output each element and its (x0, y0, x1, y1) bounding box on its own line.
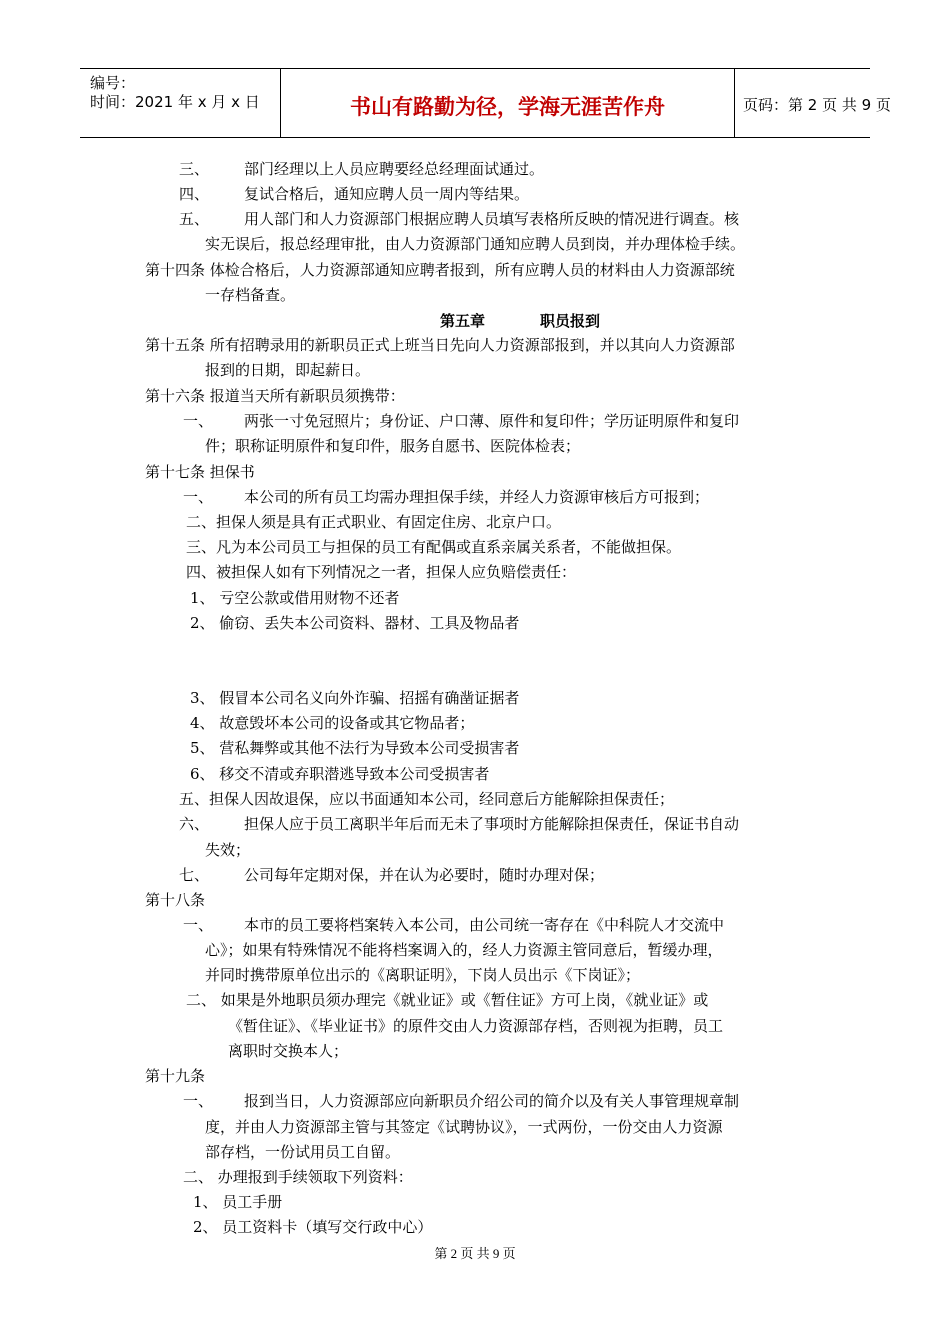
clause-text: 复试合格后，通知应聘人员一周内等结果。 (244, 185, 530, 203)
motto: 书山有路勤为径，学海无涯苦作舟 (350, 95, 665, 119)
body-line: 一存档备查。 (205, 286, 296, 304)
date-line: 时间：2021 年 x 月 x 日 (90, 93, 260, 111)
body-line: 1、 员工手册 (193, 1193, 283, 1211)
clause-number: 一、 (183, 488, 214, 506)
body-line: 第十九条 (145, 1067, 206, 1085)
clause-number: 五、 (179, 210, 210, 228)
body-line: 2、 员工资料卡（填写交行政中心） (193, 1218, 433, 1236)
body-line: 报到的日期，即起薪日。 (205, 361, 371, 379)
body-line: 第十四条 体检合格后，人力资源部通知应聘者报到，所有应聘人员的材料由人力资源部统 (145, 261, 735, 279)
clause-number: 七、 (179, 866, 210, 884)
body-line: 二、 办理报到手续领取下列资料： (183, 1168, 413, 1186)
clause-text: 两张一寸免冠照片；身份证、户口薄、原件和复印件；学历证明原件和复印 (244, 412, 740, 430)
body-line: 第十六条 报道当天所有新职员须携带： (145, 387, 405, 405)
body-line: 第十五条 所有招聘录用的新职员正式上班当日先向人力资源部报到，并以其向人力资源部 (145, 336, 735, 354)
clause-text: 担保人应于员工离职半年后而无未了事项时方能解除担保责任，保证书自动 (244, 815, 740, 833)
body-line: 1、 亏空公款或借用财物不还者 (190, 589, 400, 607)
header-table (80, 68, 891, 138)
body-line: 第十八条 (145, 891, 206, 909)
body-line: 第十七条 担保书 (145, 463, 255, 481)
body-line: 3、 假冒本公司名义向外诈骗、招摇有确凿证据者 (190, 689, 520, 707)
page-info: 页码：第 2 页 共 9 页 (743, 96, 891, 114)
header-center-cell (281, 69, 735, 137)
body-line: 四、被担保人如有下列情况之一者，担保人应负赔偿责任： (186, 563, 577, 581)
header-right-cell (735, 69, 891, 137)
body-line: 心》；如果有特殊情况不能将档案调入的，经人力资源主管同意后，暂缓办理， (205, 941, 723, 959)
body-line: 度，并由人力资源部主管与其签定《试聘协议》，一式两份，一份交由人力资源 (205, 1118, 723, 1136)
body-line: 失效； (205, 841, 251, 859)
clause-number: 一、 (183, 412, 214, 430)
body-line: 三、凡为本公司员工与担保的员工有配偶或直系亲属关系者，不能做担保。 (186, 538, 682, 556)
clause-text: 报到当日，人力资源部应向新职员介绍公司的简介以及有关人事管理规章制 (244, 1092, 740, 1110)
body-line: 五、担保人因故退保，应以书面通知本公司，经同意后方能解除担保责任； (179, 790, 675, 808)
body-line: 件；职称证明原件和复印件，服务自愿书、医院体检表； (205, 437, 581, 455)
clause-number: 一、 (183, 916, 214, 934)
body-line: 6、 移交不清或弃职潜逃导致本公司受损害者 (190, 765, 490, 783)
clause-number: 六、 (179, 815, 210, 833)
chapter-number: 第五章 (440, 312, 486, 330)
clause-text: 本公司的所有员工均需办理担保手续，并经人力资源审核后方可报到； (244, 488, 710, 506)
clause-text: 部门经理以上人员应聘要经总经理面试通过。 (244, 160, 545, 178)
header-left-cell (80, 69, 281, 137)
body-line: 离职时交换本人； (228, 1042, 349, 1060)
body-line: 《暂住证》、《毕业证书》的原件交由人力资源部存档，否则视为拒聘，员工 (228, 1017, 724, 1035)
serial-number: 编号： (90, 74, 136, 92)
body-line: 4、 故意毁坏本公司的设备或其它物品者； (190, 714, 475, 732)
body-line: 2、 偷窃、丢失本公司资料、器材、工具及物品者 (190, 614, 520, 632)
body-line: 实无误后，报总经理审批，由人力资源部门通知应聘人员到岗，并办理体检手续。 (205, 235, 746, 253)
body-line: 部存档，一份试用员工自留。 (205, 1143, 401, 1161)
clause-number: 四、 (179, 185, 210, 203)
clause-text: 本市的员工要将档案转入本公司，由公司统一寄存在《中科院人才交流中 (244, 916, 725, 934)
page-footer: 第 2 页 共 9 页 (434, 1246, 516, 1261)
clause-text: 用人部门和人力资源部门根据应聘人员填写表格所反映的情况进行调查。核 (244, 210, 740, 228)
body-line: 二、 如果是外地职员须办理完《就业证》或《暂住证》方可上岗，《就业证》或 (186, 991, 709, 1009)
body-line: 5、 营私舞弊或其他不法行为导致本公司受损害者 (190, 739, 520, 757)
clause-text: 公司每年定期对保，并在认为必要时，随时办理对保； (244, 866, 605, 884)
clause-number: 一、 (183, 1092, 214, 1110)
clause-number: 三、 (179, 160, 210, 178)
body-line: 二、担保人须是具有正式职业、有固定住房、北京户口。 (186, 513, 562, 531)
body-line: 并同时携带原单位出示的《离职证明》，下岗人员出示《下岗证》； (205, 966, 641, 984)
chapter-title: 职员报到 (540, 312, 601, 330)
